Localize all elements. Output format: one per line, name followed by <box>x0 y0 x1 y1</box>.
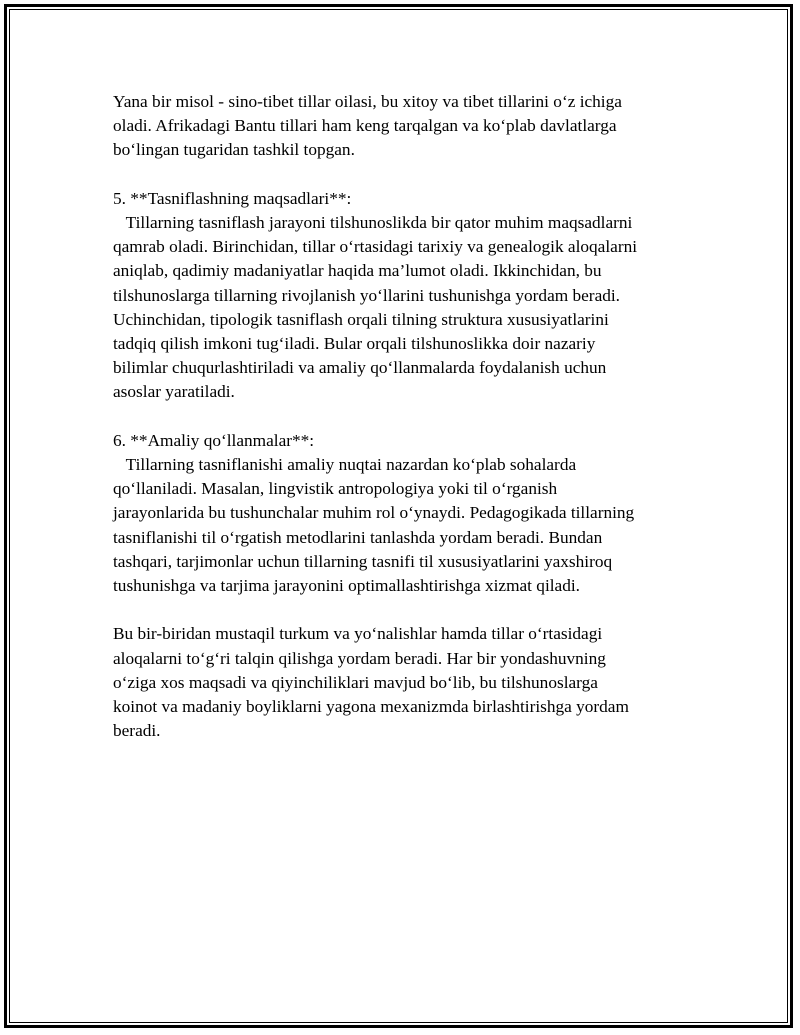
text-line: Yana bir misol - sino-tibet tillar oilasi, bu xitoy va tibet tillarini o‘z ichiga <box>113 92 622 111</box>
text-line: Tillarning tasniflanishi amaliy nuqtai nazardan ko‘plab sohalarda <box>113 455 577 475</box>
text-line: bilimlar chuqurlashtiriladi va amaliy qo‘llanmalarda foydalanish uchun <box>113 358 607 378</box>
text-line: tasniflanishi til o‘rgatish metodlarini tanlashda yordam beradi. Bundan <box>113 527 603 547</box>
section-practical-applications <box>113 429 683 598</box>
text-line: aloqalarni to‘g‘ri talqin qilishga yordam beradi. Har bir yondashuvning <box>113 648 606 668</box>
paragraph-spacer <box>113 163 683 187</box>
paragraph-spacer <box>113 405 683 429</box>
text-line: Uchinchidan, tipologik tasniflash orqali tilning struktura xususiyatlarini <box>113 309 609 329</box>
section-classification-goals <box>113 187 683 405</box>
text-line: o‘ziga xos maqsadi va qiyinchiliklari mavjud bo‘lib, bu tilshunoslarga <box>113 672 598 692</box>
section-heading: 6. **Amaliy qo‘llanmalar**: <box>113 430 315 450</box>
text-line: Tillarning tasniflash jarayoni tilshunoslikda bir qator muhim maqsadlarni <box>113 213 633 232</box>
document-body <box>113 90 683 743</box>
text-line: oladi. Afrikadagi Bantu tillari ham keng tarqalgan va ko‘plab davlatlarga <box>113 116 617 136</box>
section-heading: 5. **Tasniflashning maqsadlari**: <box>113 188 352 208</box>
text-line: beradi. <box>113 721 161 741</box>
text-line: qo‘llaniladi. Masalan, lingvistik antropologiya yoki til o‘rganish <box>113 479 558 499</box>
text-line: asoslar yaratiladi. <box>113 382 235 402</box>
paragraph-conclusion <box>113 622 683 743</box>
text-line: qamrab oladi. Birinchidan, tillar o‘rtasidagi tarixiy va genealogik aloqalarni <box>113 237 638 257</box>
text-line: Bu bir-biridan mustaqil turkum va yo‘nalishlar hamda tillar o‘rtasidagi <box>113 624 603 644</box>
text-line: tadqiq qilish imkoni tug‘iladi. Bular orqali tilshunoslikka doir nazariy <box>113 334 596 354</box>
text-line: bo‘lingan tugaridan tashkil topgan. <box>113 140 355 160</box>
text-line: tilshunoslarga tillarning rivojlanish yo‘llarini tushunishga yordam beradi. <box>113 285 620 305</box>
paragraph-sino-tibet <box>113 90 683 163</box>
text-line: tashqari, tarjimonlar uchun tillarning tasnifi til xususiyatlarini yaxshiroq <box>113 551 613 571</box>
text-line: koinot va madaniy boyliklarni yagona mexanizmda birlashtirishga yordam <box>113 697 629 717</box>
text-line: jarayonlarida bu tushunchalar muhim rol o‘ynaydi. Pedagogikada tillarning <box>113 503 635 523</box>
text-line: tushunishga va tarjima jarayonini optimallashtirishga xizmat qiladi. <box>113 576 580 596</box>
text-line: aniqlab, qadimiy madaniyatlar haqida ma’lumot oladi. Ikkinchidan, bu <box>113 261 602 281</box>
paragraph-spacer <box>113 598 683 622</box>
